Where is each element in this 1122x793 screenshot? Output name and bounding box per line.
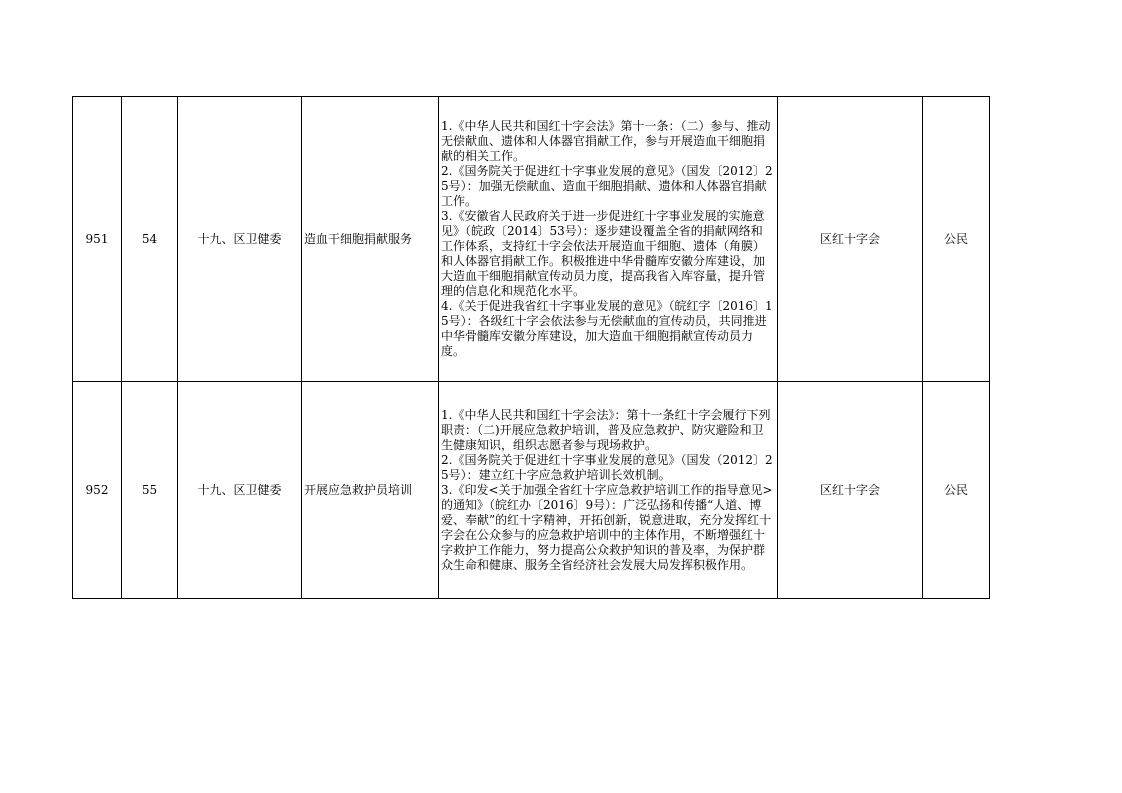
item-name-cell: 开展应急救护员培训	[302, 382, 439, 599]
legal-basis-cell	[439, 97, 778, 382]
target-cell: 公民	[923, 382, 990, 599]
sub-seq-cell: 55	[122, 382, 178, 599]
implementer-cell: 区红十字会	[778, 382, 923, 599]
service-table	[72, 96, 990, 599]
basis-item: 4.《关于促进我省红十字事业发展的意见》（皖红字〔2016〕15号）：各级红十字会依法参与无偿献血的宣传动员，共同推进中华骨髓库安徽分库建设，加大造血干细胞捐献宣传动员力度。	[441, 299, 773, 358]
implementer-cell: 区红十字会	[778, 97, 923, 382]
basis-item: 1.《中华人民共和国红十字会法》第十一条：（二）参与、推动无偿献血、遗体和人体器官捐献工作，参与开展造血干细胞捐献的相关工作。	[441, 119, 771, 163]
target-cell: 公民	[923, 97, 990, 382]
basis-item: 3.《印发<关于加强全省红十字应急救护培训工作的指导意见>的通知》（皖红办〔2016〕9号）：广泛弘扬和传播“人道、博爱、奉献”的红十字精神，开拓创新，锐意进取，充分发挥红十字会在公众参与的应急救护培训中的主体作用，不断增强红十字救护工作能力，努力提高公众救护知识的普及率，为保护群众生命和健康、服务全省经济社会发展大局发挥积极作用。	[441, 482, 773, 572]
department-cell: 十九、区卫健委	[178, 382, 302, 599]
sub-seq-cell: 54	[122, 97, 178, 382]
basis-item: 3.《安徽省人民政府关于进一步促进红十字事业发展的实施意见》（皖政〔2014〕53号）：逐步建设覆盖全省的捐献网络和工作体系，支持红十字会依法开展造血干细胞、遗体（角膜）和人体器官捐献工作。积极推进中华骨髓库安徽分库建设，加大造血干细胞捐献宣传动员力度，提高我省入库容量，提升管理的信息化和规范化水平。	[441, 209, 766, 298]
basis-item: 2.《国务院关于促进红十字事业发展的意见》（国发〔2012〕25号）：加强无偿献血、造血干细胞捐献、遗体和人体器官捐献工作。	[441, 164, 773, 208]
department-cell: 十九、区卫健委	[178, 97, 302, 382]
seq-cell: 952	[73, 382, 122, 599]
seq-cell: 951	[73, 97, 122, 382]
basis-item: 2.《国务院关于促进红十字事业发展的意见》（国发（2012〕25号）：建立红十字应急救护培训长效机制。	[441, 452, 773, 482]
table-row	[73, 97, 990, 382]
legal-basis-cell	[439, 382, 778, 599]
table-row	[73, 382, 990, 599]
basis-item: 1.《中华人民共和国红十字会法》：第十一条红十字会履行下列职责：（二)开展应急救护培训，普及应急救护、防灾避险和卫生健康知识，组织志愿者参与现场救护。	[441, 407, 771, 452]
item-name-cell: 造血干细胞捐献服务	[302, 97, 439, 382]
